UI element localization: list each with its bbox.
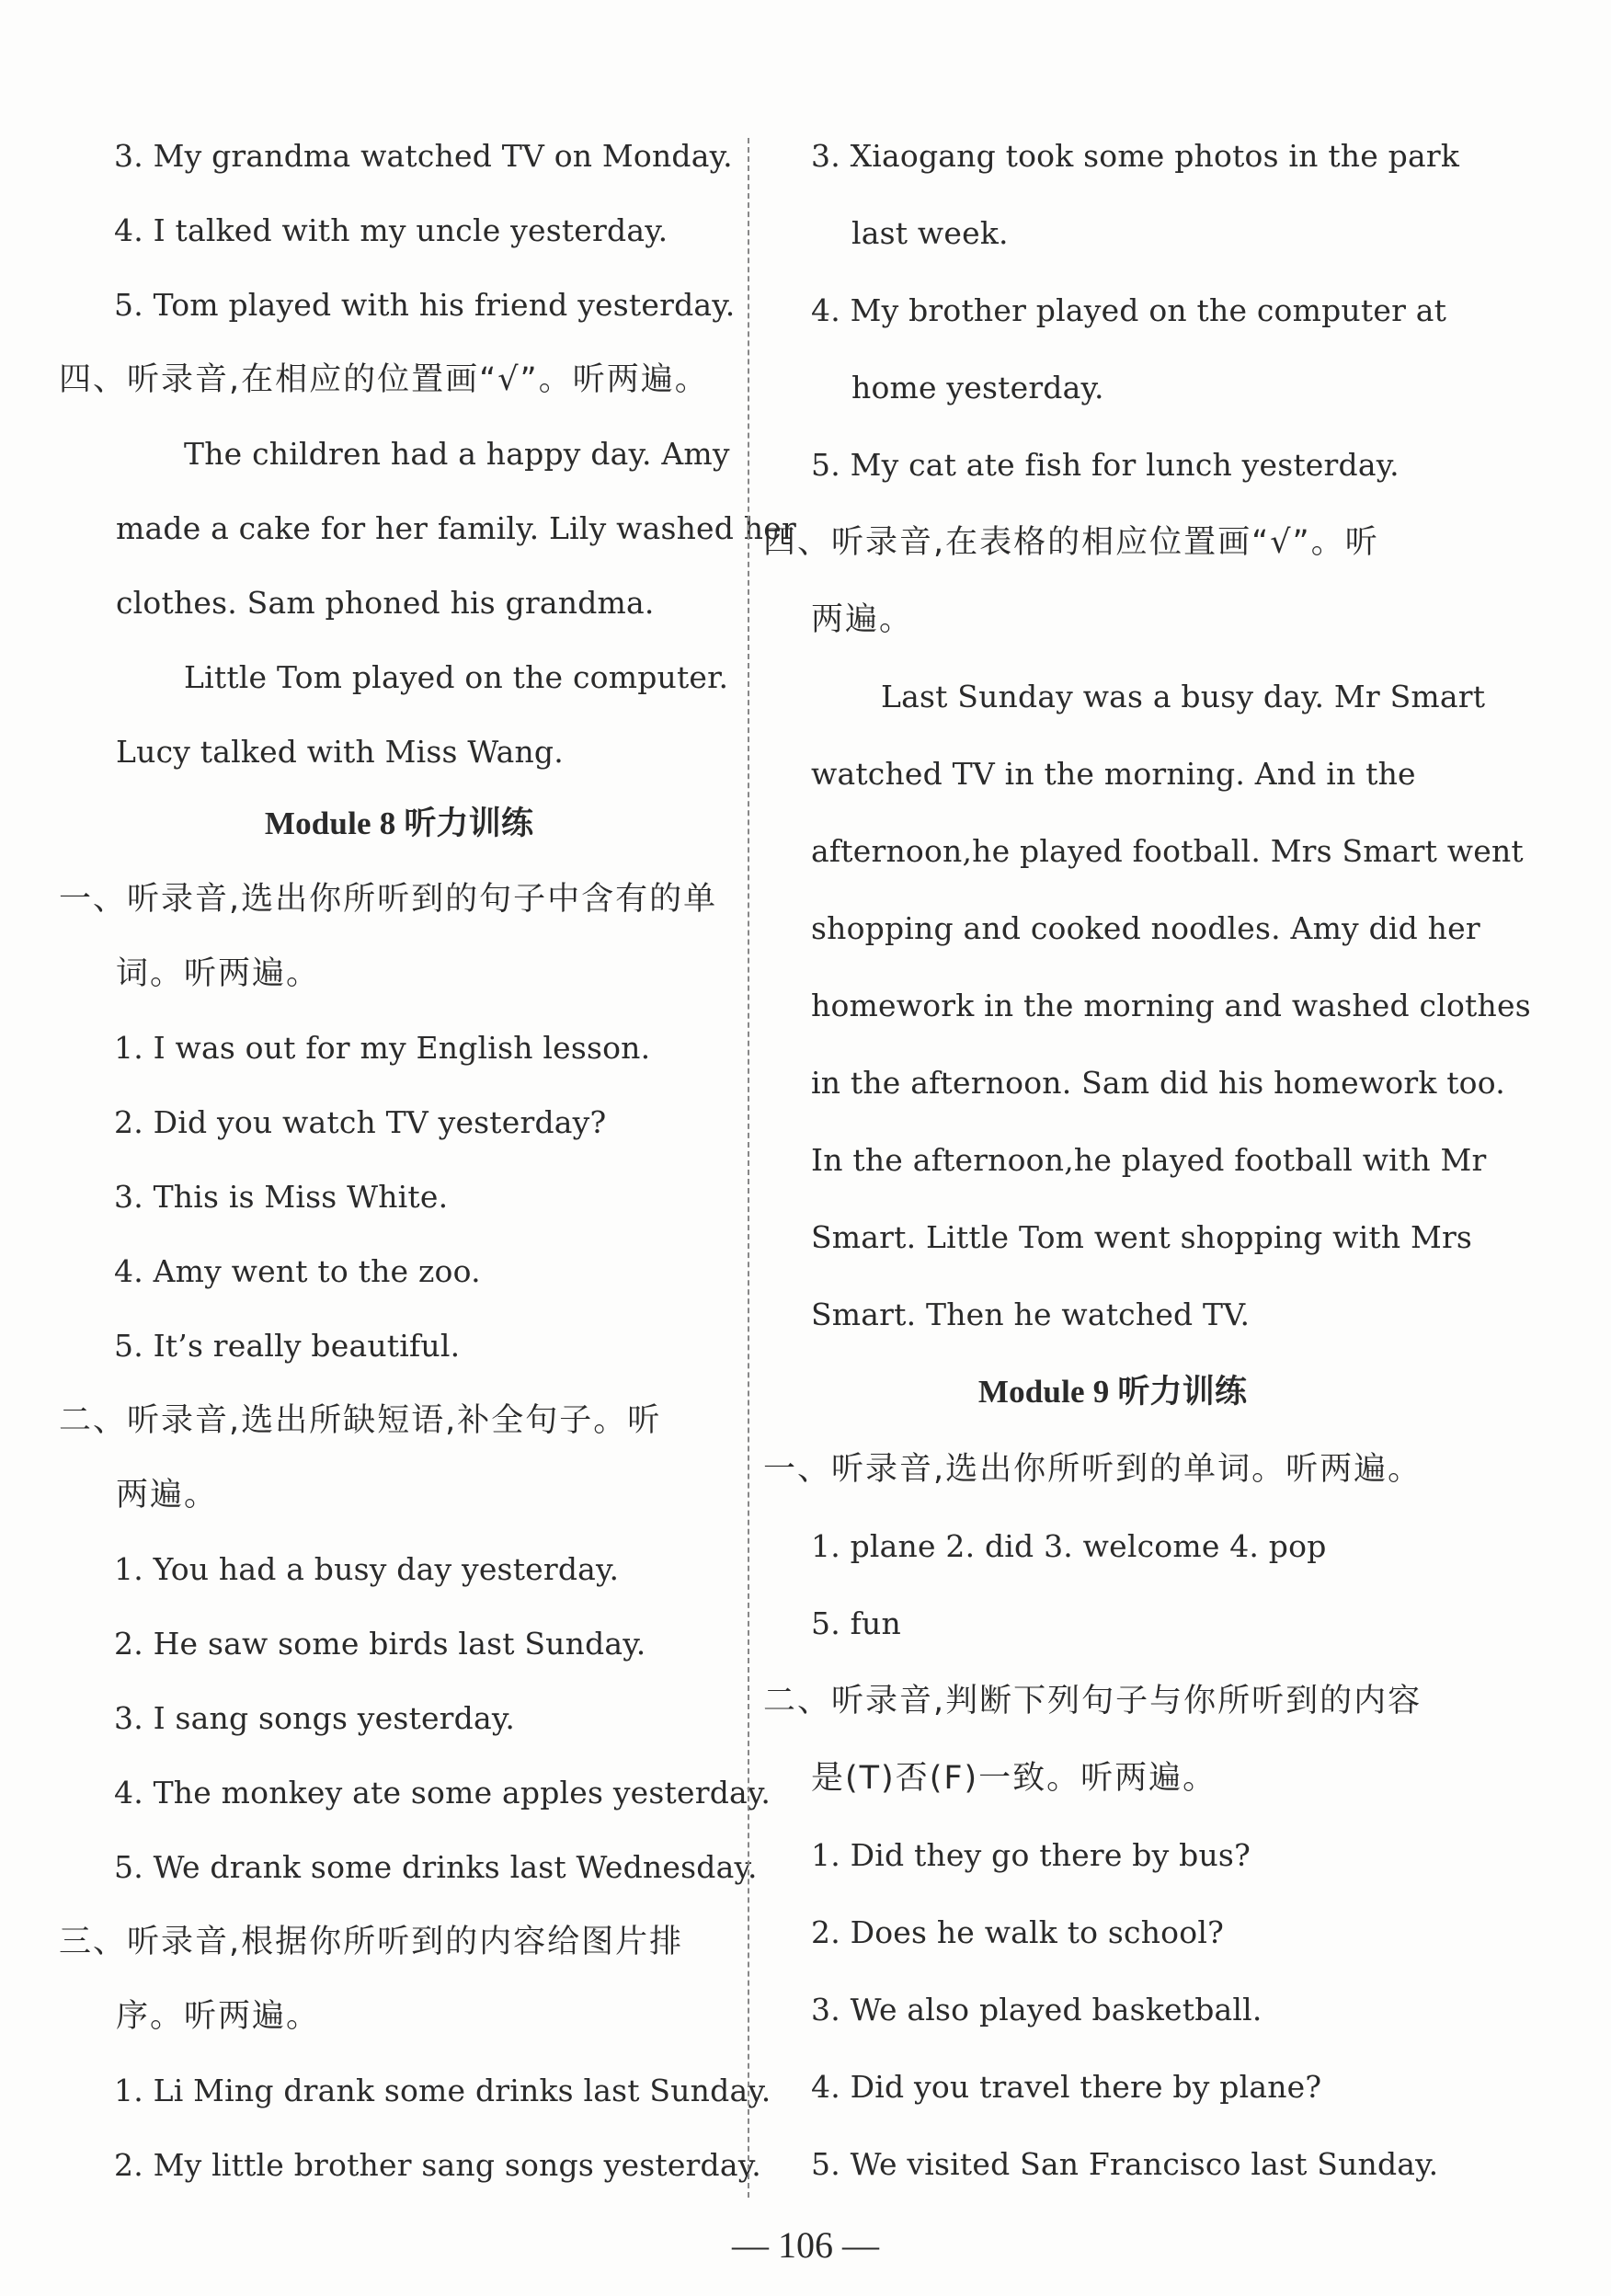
page-number: — 106 — <box>732 2224 879 2266</box>
module-heading: Module 9 听力训练 <box>977 1374 1248 1410</box>
sentence-line: 1. I was out for my English lesson. <box>114 1030 651 1066</box>
sentence-line: last week. <box>851 215 1009 251</box>
section-instruction: 四、听录音,在表格的相应位置画“√”。听 <box>763 524 1379 561</box>
sentence-line: 1. You had a busy day yesterday. <box>114 1551 620 1587</box>
passage-line: watched TV in the morning. And in the <box>811 756 1416 792</box>
sentence-line: 4. I talked with my uncle yesterday. <box>114 212 668 248</box>
sentence-line: 1. Did they go there by bus? <box>811 1837 1251 1873</box>
passage-line: homework in the morning and washed clothes <box>811 988 1531 1023</box>
sentence-line: 3. Xiaogang took some photos in the park <box>811 138 1460 174</box>
section-instruction: 词。听两遍。 <box>116 955 321 992</box>
module-heading: Module 8 听力训练 <box>264 805 534 841</box>
sentence-line: 2. My little brother sang songs yesterday. <box>114 2147 761 2183</box>
word-options: 1. plane 2. did 3. welcome 4. pop <box>811 1528 1327 1564</box>
sentence-line: 5. Tom played with his friend yesterday. <box>114 287 736 323</box>
sentence-line: 4. The monkey ate some apples yesterday. <box>114 1775 771 1811</box>
sentence-line: 5. My cat ate fish for lunch yesterday. <box>811 447 1400 483</box>
section-instruction: 是(T)否(F)一致。听两遍。 <box>811 1760 1217 1797</box>
sentence-line: 3. We also played basketball. <box>811 1992 1263 2028</box>
sentence-line: 4. Did you travel there by plane? <box>811 2069 1322 2105</box>
sentence-line: 5. We visited San Francisco last Sunday. <box>811 2146 1439 2182</box>
sentence-line: 2. He saw some birds last Sunday. <box>114 1626 646 1662</box>
passage-line: In the afternoon,he played football with Mr <box>811 1142 1487 1178</box>
section-instruction: 二、听录音,选出所缺短语,补全句子。听 <box>59 1402 662 1439</box>
sentence-line: 2. Does he walk to school? <box>811 1914 1224 1950</box>
section-instruction: 三、听录音,根据你所听到的内容给图片排 <box>59 1924 684 1960</box>
passage-line: clothes. Sam phoned his grandma. <box>116 585 655 621</box>
section-instruction: 二、听录音,判断下列句子与你所听到的内容 <box>763 1683 1422 1719</box>
sentence-line: 2. Did you watch TV yesterday? <box>114 1104 607 1140</box>
passage-line: afternoon,he played football. Mrs Smart went <box>811 833 1524 869</box>
section-instruction: 序。听两遍。 <box>116 1998 321 2035</box>
passage-line: in the afternoon. Sam did his homework too. <box>811 1065 1505 1101</box>
passage-line: Lucy talked with Miss Wang. <box>116 734 564 770</box>
sentence-line: 4. My brother played on the computer at <box>811 292 1447 328</box>
section-instruction: 一、听录音,选出你所听到的句子中含有的单 <box>59 881 718 918</box>
passage-line: Smart. Then he watched TV. <box>811 1296 1251 1332</box>
sentence-line: 3. I sang songs yesterday. <box>114 1700 516 1736</box>
passage-line: The children had a happy day. Amy <box>184 436 730 472</box>
passage-line: Little Tom played on the computer. <box>184 659 729 695</box>
passage-line: Last Sunday was a busy day. Mr Smart <box>881 679 1486 714</box>
passage-line: made a cake for her family. Lily washed her <box>116 510 796 546</box>
passage-line: shopping and cooked noodles. Amy did her <box>811 910 1480 946</box>
sentence-line: 5. We drank some drinks last Wednesday. <box>114 1849 758 1885</box>
passage-line: Smart. Little Tom went shopping with Mrs <box>811 1219 1473 1255</box>
section-instruction: 一、听录音,选出你所听到的单词。听两遍。 <box>763 1451 1422 1488</box>
sentence-line: home yesterday. <box>851 370 1104 406</box>
section-instruction: 两遍。 <box>116 1477 219 1514</box>
sentence-line: 1. Li Ming drank some drinks last Sunday. <box>114 2073 771 2108</box>
sentence-line: 4. Amy went to the zoo. <box>114 1253 481 1289</box>
word-options: 5. fun <box>811 1605 901 1641</box>
sentence-line: 3. My grandma watched TV on Monday. <box>114 138 733 174</box>
section-instruction: 两遍。 <box>811 601 914 638</box>
section-instruction: 四、听录音,在相应的位置画“√”。听两遍。 <box>59 361 709 398</box>
sentence-line: 5. It’s really beautiful. <box>114 1328 461 1364</box>
sentence-line: 3. This is Miss White. <box>114 1179 449 1215</box>
column-divider <box>748 138 749 2198</box>
